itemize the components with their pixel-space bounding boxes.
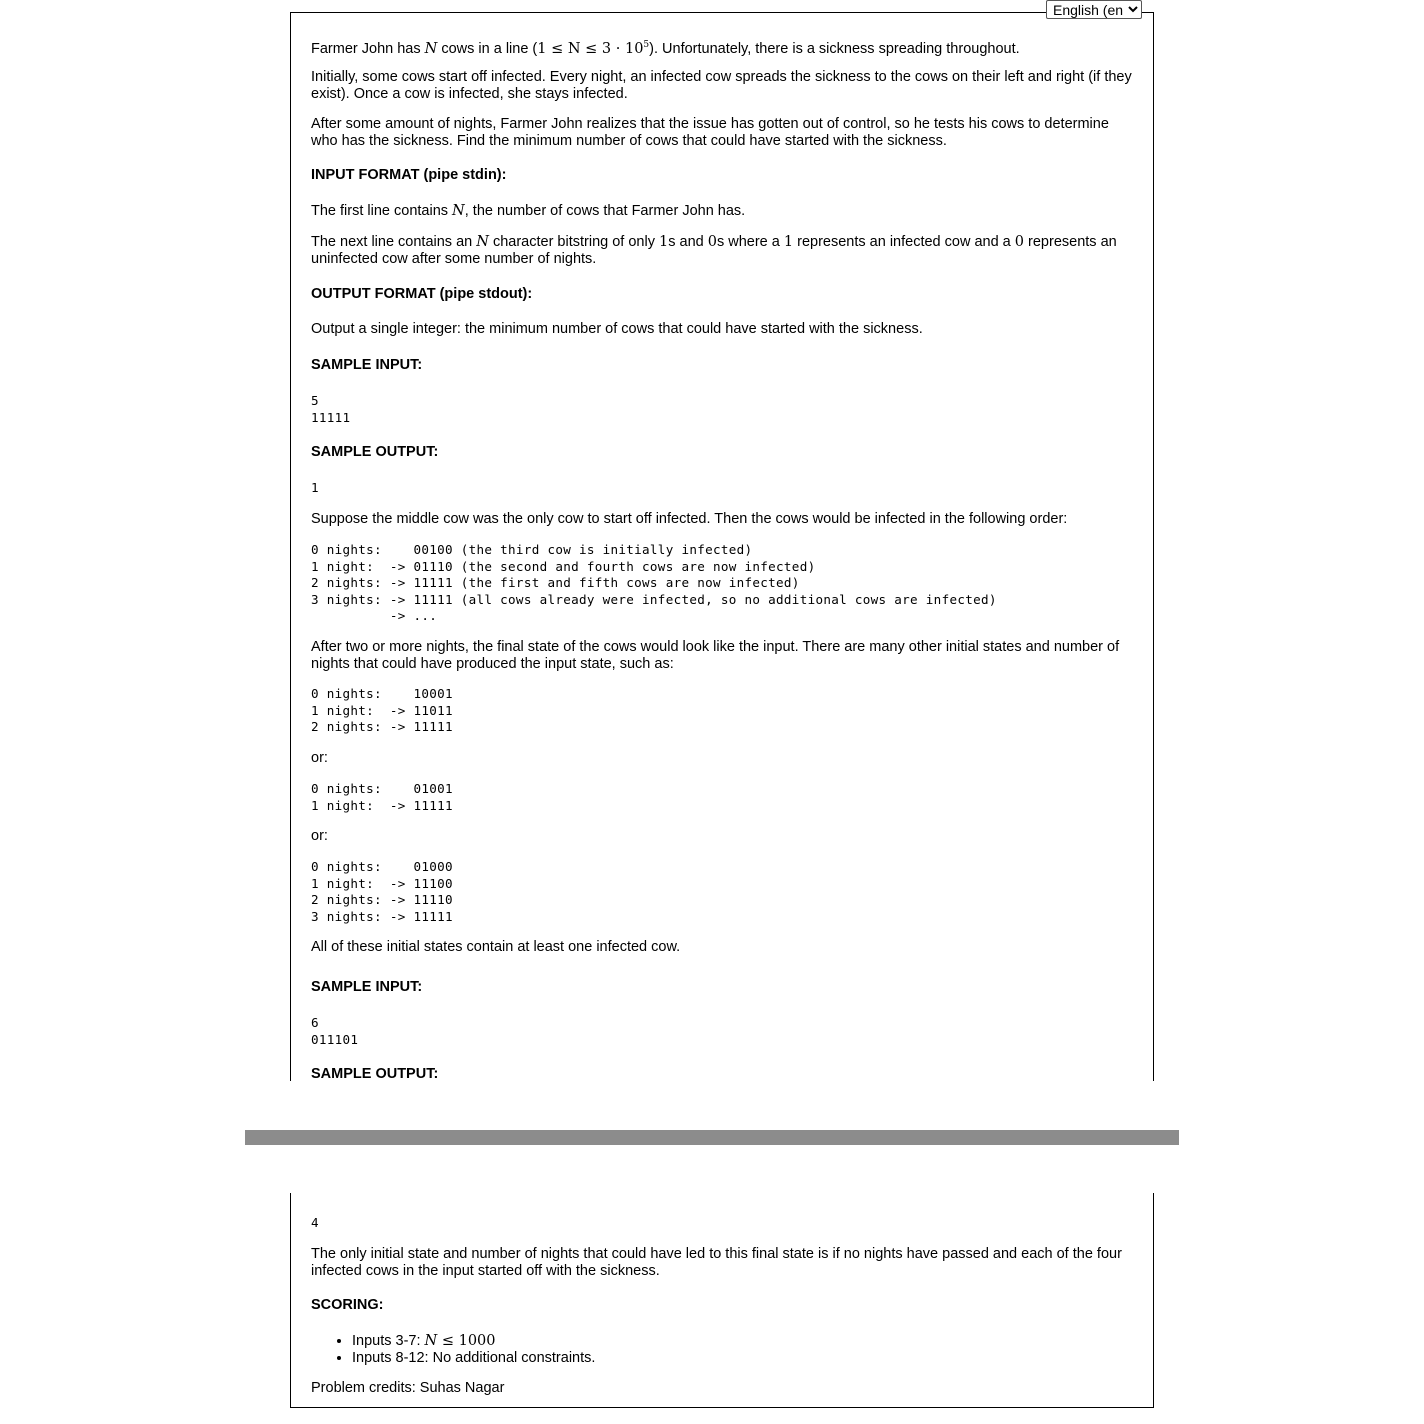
output-format-text: Output a single integer: the minimum number of cows that could have started with the sickness.	[311, 321, 923, 337]
problem-statement-bottom	[290, 1193, 1154, 1408]
problem-credits: Problem credits: Suhas Nagar	[311, 1380, 505, 1396]
page-separator	[245, 1130, 1179, 1145]
spread-paragraph: Initially, some cows start off infected. Every night, an infected cow spreads the sickness to the cows on their left and right (if they exist). Once a cow is infected, she stays infected.	[311, 69, 1132, 102]
task-paragraph: After some amount of nights, Farmer John realizes that the issue has gotten out of control, so he tests his cows to determine who has the sickness. Find the minimum number of cows that could have started with the sickness.	[311, 116, 1109, 149]
sample-output-block-2: 4	[311, 1215, 319, 1230]
input-line1: The first line contains N, the number of cows that Farmer John has.	[311, 203, 746, 219]
or-label-2: or:	[311, 828, 328, 844]
explanation-paragraph-3: All of these initial states contain at least one infected cow.	[311, 939, 681, 955]
sample-input-heading-2: SAMPLE INPUT:	[311, 979, 423, 995]
sample-input-block-2: 6 011101	[311, 1015, 359, 1047]
infection-trace-3: 0 nights: 01001 1 night: -> 11111	[311, 781, 453, 813]
sample-output-heading: SAMPLE OUTPUT:	[311, 444, 439, 460]
input-line2: The next line contains an N character bitstring of only 1s and 0s where a 1 represents an infected cow and a 0 represents an uninfected cow after some number of nights.	[311, 234, 1117, 267]
scoring-item: • Inputs 8-12: No additional constraints.	[352, 1350, 1133, 1367]
infection-trace-1: 0 nights: 00100 (the third cow is initially infected) 1 night: -> 01110 (the second and fourth cows are now infected) 2 nights: -> 11111 (the first and fifth cows are now infected) 3 nights: -> 11111 (all cows already were infected, so no additional cows are infected) -> ...	[311, 542, 997, 623]
infection-trace-2: 0 nights: 10001 1 night: -> 11011 2 nights: -> 11111	[311, 686, 453, 734]
constraint-math: $1 \le N \le 3 \cdot 10^5$	[537, 40, 650, 57]
explanation-paragraph-4: The only initial state and number of nights that could have led to this final state is if no nights have passed and each of the four infected cows in the input started off with the sickness.	[311, 1246, 1122, 1279]
explanation-paragraph: Suppose the middle cow was the only cow to start off infected. Then the cows would be infected in the following order:	[311, 511, 1068, 527]
intro-paragraph: Farmer John has N cows in a line $(1 \le N \le 3 \cdot 10^5)$. Unfortunately, there is a sickness spreading throughout.	[311, 40, 1020, 57]
problem-statement-top	[290, 12, 1154, 1081]
scoring-heading: SCORING:	[311, 1297, 384, 1313]
scoring-item: • Inputs 3-7: N ≤ 1000	[352, 1333, 1133, 1350]
scoring-list	[311, 1333, 1133, 1366]
language-select[interactable]	[1046, 0, 1142, 19]
or-label-1: or:	[311, 750, 328, 766]
explanation-paragraph-2: After two or more nights, the final state of the cows would look like the input. There are many other initial states and number of nights that could have produced the input state, such as:	[311, 639, 1120, 672]
sample-input-block: 5 11111	[311, 393, 351, 425]
sample-output-block: 1	[311, 480, 319, 495]
input-format-heading: INPUT FORMAT (pipe stdin):	[311, 167, 507, 183]
sample-input-heading: SAMPLE INPUT:	[311, 357, 423, 373]
output-format-heading: OUTPUT FORMAT (pipe stdout):	[311, 286, 533, 302]
sample-output-heading-2: SAMPLE OUTPUT:	[311, 1066, 439, 1081]
infection-trace-4: 0 nights: 01000 1 night: -> 11100 2 nights: -> 11110 3 nights: -> 11111	[311, 859, 453, 924]
